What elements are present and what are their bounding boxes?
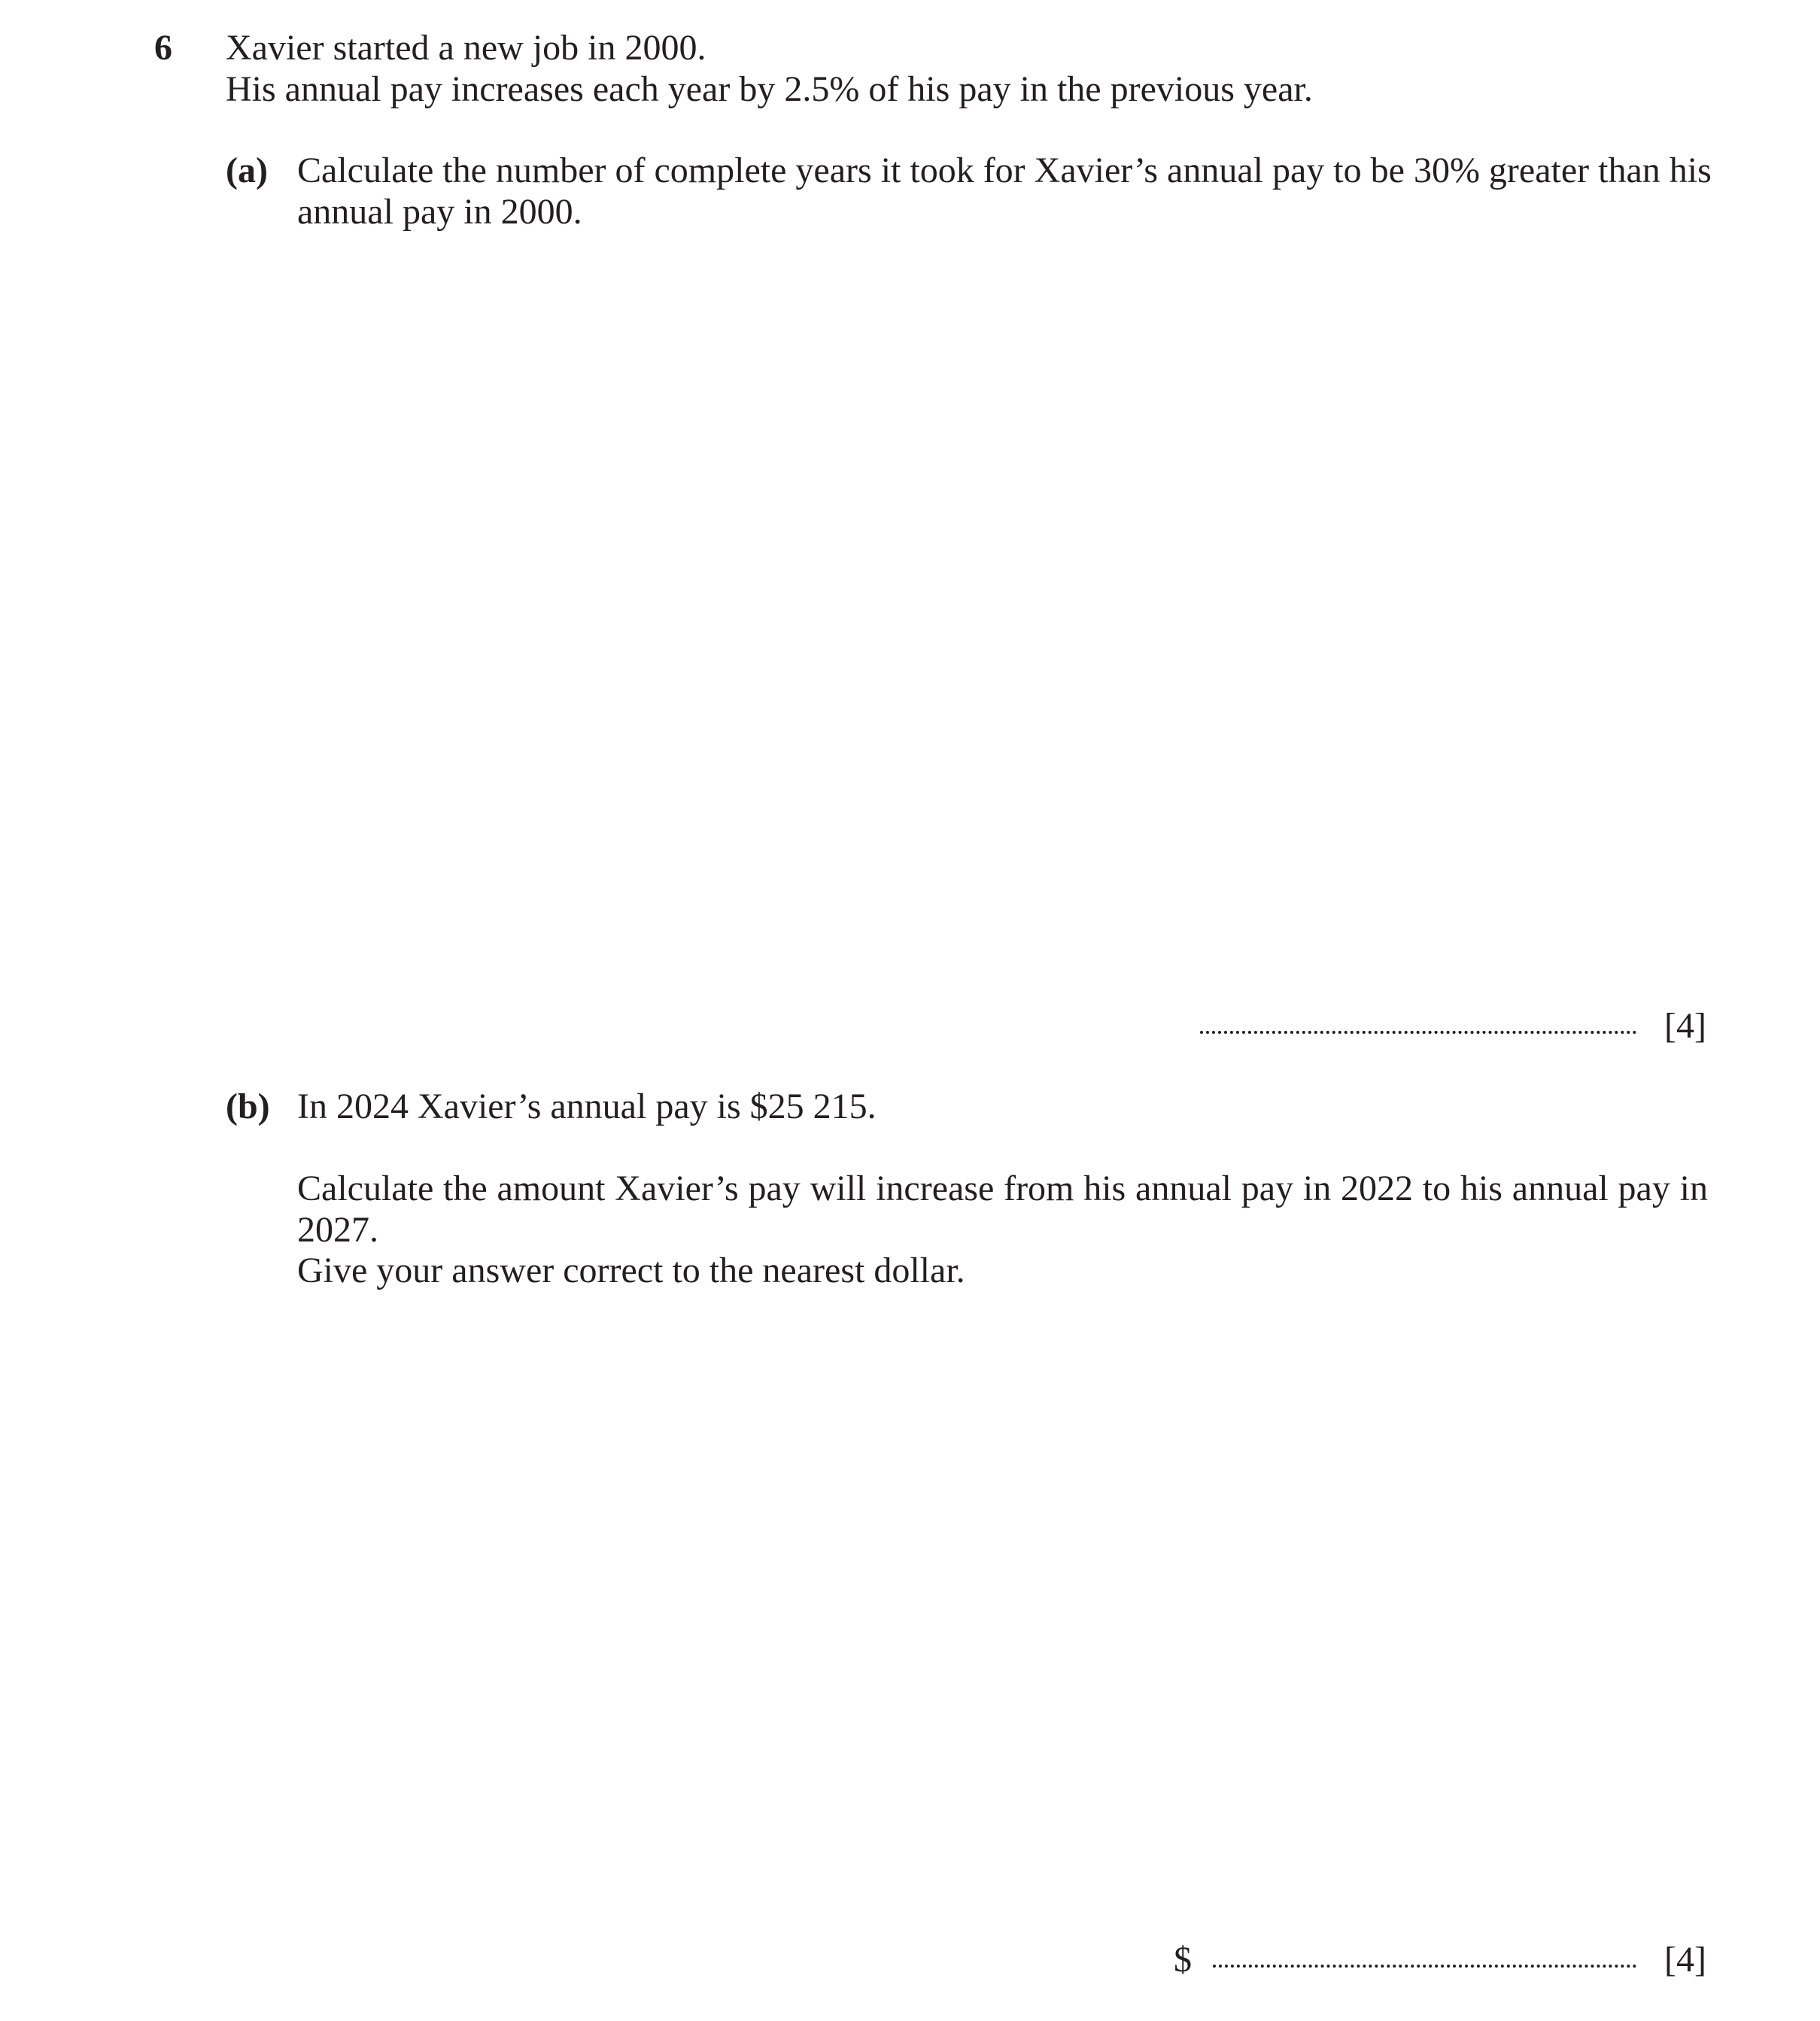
part-b-label: (b)	[226, 1086, 270, 1126]
part-b-dollar-sign: $	[1174, 1940, 1192, 1980]
question-number: 6	[154, 28, 172, 68]
part-b-text-line-1: Calculate the amount Xavier’s pay will increase from his annual pay in 2022 to his annual pay in	[297, 1169, 1708, 1208]
question-stem-line-2: His annual pay increases each year by 2.5% of his pay in the previous year.	[226, 69, 1313, 109]
part-b-text-line-3: Give your answer correct to the nearest dollar.	[297, 1251, 965, 1290]
part-a-marks: [4]	[1664, 1006, 1706, 1046]
part-a-answer-line[interactable]	[1200, 1031, 1636, 1034]
part-a-label: (a)	[226, 150, 268, 190]
part-b-text-line-2: 2027.	[297, 1210, 378, 1250]
part-b-marks: [4]	[1664, 1940, 1706, 1980]
part-b-answer-line[interactable]	[1213, 1965, 1636, 1968]
part-a-text-line-2: annual pay in 2000.	[297, 192, 582, 232]
part-b-given: In 2024 Xavier’s annual pay is $25 215.	[297, 1086, 877, 1126]
question-stem-line-1: Xavier started a new job in 2000.	[226, 28, 706, 68]
part-a-text-line-1: Calculate the number of complete years it took for Xavier’s annual pay to be 30% greater than his	[297, 150, 1712, 190]
